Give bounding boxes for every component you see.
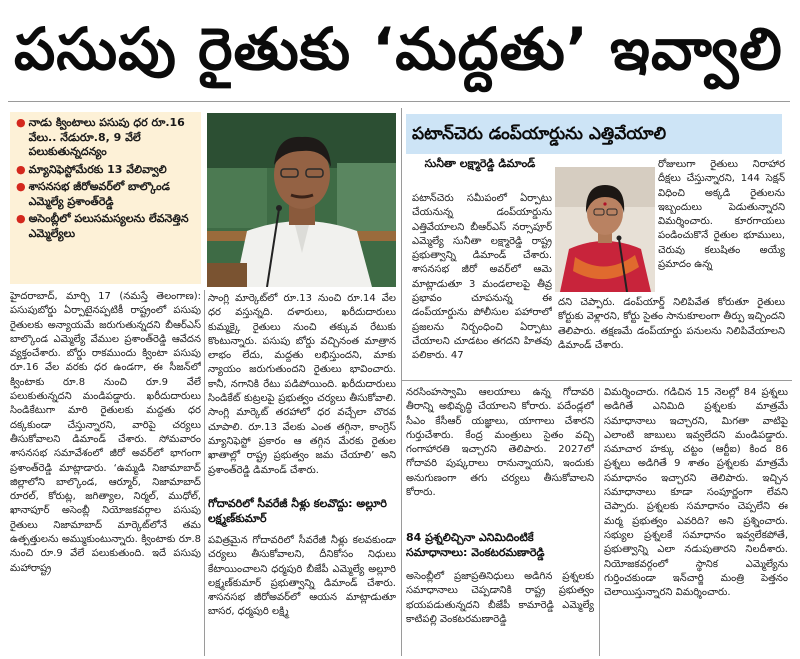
highlight-text: శాసనసభ జీరోఅవర్‌లో బాల్కొండ ఎమ్మెల్యే ప్రశాంత్‌రెడ్డి [28,180,170,208]
bullet-icon: ● [16,180,26,193]
column-2-text-2: పవిత్రమైన గోదావరిలో సీవరేజీ నీళ్లు కలవకుండా చర్యలు తీసుకోవాలని, దీనికోసం నిధులు కేటాయించాలని ధర్మపురి బీజేపీ ఎమ్మెల్యే అల్లూరి లక్ష్మణ్‌కుమార్‌ ప్రభుత్వాన్ని డిమాండ్‌ చేశారు. శాసనసభ జీరోఅవర్‌లో ఆయన మాట్లాడుతూ బాసర, ధర్మపురి లక్ష్మి [208,535,396,618]
column-divider [599,388,600,656]
sidebar-text-left: పటాన్‌చెరు సమీపంలో ఏర్పాటు చేయనున్న డంప్‌యార్డును ఎత్తివేయాలని బీఆర్‌ఎస్‌ నర్సాపూర్‌ ఎమ్మెల్యే సునీతా లక్ష్మారెడ్డి రాష్ట్ర ప్రభుత్వాన్ని డిమాండ్‌ చేశారు. శాసనసభ జీరో అవర్‌లో ఆమె మాట్లాడుతూ 3 మండలాలపై తీవ్ర ప్రభావం చూపనున్న ఈ డంప్‌యార్డును పోలీసుల పహారాలో ప్రజలను నిర్బంధించి ఏర్పాటు చేయాలని చూడటం తగదని హితవు పలికారు. 47 [412,193,552,362]
column-3-text: నరసింహస్వామి ఆలయాలు ఉన్న గోదావరి తీరాన్ని అభివృద్ధి చేయాలని కోరారు. పదేండ్లలో సీఎం కేసీఆర్‌ యజ్ఞాలు, యాగాలు చేశారని గుర్తుచేశారు. కేంద్ర మంత్రులు సైతం వచ్చి గంగాహారతి ఇచ్చారని తెలిపారు. 2027లో గోదావరి పుష్కరాలు రానున్నాయని, ఇందుకు అనుగుణంగా తగు చర్యలు తీసుకోవాలని కోరారు. [406,387,594,499]
sidebar-text-right-bottom: దని చెప్పారు. డంప్‌యార్డ్‌ నిలిపివేత కోరుతూ రైతులు కోర్టుకు వెళ్లారని, కోర్టు సైతం సానుకూలంగా తీర్పు ఇచ్చిందని తెలిపారు. తక్షణమే డంప్‌యార్డు పనులను నిలిపివేయాలని డిమాండ్‌ చేశారు. [558,297,785,351]
highlight-text: అసెంబ్లీలో పలుసమస్యలను లేవనెత్తిన ఎమ్మెల్యేలు [28,212,189,240]
column-3-text-2: అసెంబ్లీలో ప్రజాప్రతినిధులు అడిగిన ప్రశ్నలకు సమాధానాలు చెప్పడానికి రాష్ట్ర ప్రభుత్వం భయపడుతున్నదని బీజేపీ కామారెడ్డి ఎమ్మెల్యే కాటిపల్లి వెంకటరమణారెడ్డి [406,571,594,625]
bullet-icon: ● [16,162,26,176]
mla-photo-illustration [207,113,396,287]
highlight-item [16,163,197,178]
mla-photo [207,113,396,287]
sidebar-text-right-top: రోజులుగా రైతులు నిరాహార దీక్షలు చేస్తున్నారని, 144 సెక్షన్‌ విధించి అక్కడి రైతులను ఇబ్బందులు పెడుతున్నారని విమర్శించారు. కూరగాయలు పండించుకొనే రైతుల భూములు, చెరువు కలుషితం అయ్యే ప్రమాదం ఉన్న [658,159,785,271]
highlight-text: నాడు క్వింటాలు పసుపు ధర రూ.16 వేలు.. నేడురూ.8, 9 వేలే పలుకుతున్నదన్యం [28,116,185,158]
highlight-item [16,116,197,160]
column-3-subhead: 84 ప్రశ్నలిచ్చినా ఎనిమిదింటికే సమాధానాలు: వెంకటరమణారెడ్డి [406,531,545,559]
bullet-icon: ● [16,116,26,129]
column-divider [401,388,402,656]
highlight-text: మ్యానిఫెస్టోమేరకు 13 వేలివ్వాలి [28,162,167,176]
sidebar-byline: సునీతా లక్ష్మారెడ్డి డిమాండ్‌ [424,157,536,170]
highlights-box [10,112,201,284]
column-divider [204,290,205,656]
headline-divider [8,101,790,102]
highlight-item [16,180,197,209]
sidebar-divider [402,380,792,381]
column-1-text: హైదరాబాద్‌, మార్చి 17 (నమస్తే తెలంగాణ): పసుపుబోర్డు ఏర్పాటైనప్పటికీ రాష్ట్రంలో పసుపు రైతులకు అన్యాయమే జరుగుతున్నదని బీఆర్‌ఎస్‌ బాల్కొండ ఎమ్మెల్యే వేముల ప్రశాంత్‌రెడ్డి ఆవేదన వ్యక్తంచేశారు. బోర్డు రాకముందు క్వింటా పసుపు రూ.16 వేల వరకు ధర ఉండగా, ఈ సీజన్‌లో క్వింటాకు రూ.8 నుంచి రూ.9 వేలే పలుకుతున్నదని మండిపడ్డారు. ఖరీదుదారులు సిండికేటుగా మారి రైతులకు మద్దతు ధర దక్కకుండా చేస్తున్నారని, వారిపై చర్యలు తీసుకోవాలని డిమాండ్‌ చేశారు. సోమవారం శాసనసభ సమావేశంలో జీరో అవర్‌లో భాగంగా ప్రశాంత్‌రెడ్డి మాట్లాడారు. ‘ఉమ్మడి నిజామాబాద్‌ జిల్లాలోని బాల్కొండ, ఆర్మూర్‌, నిజామాబాద్‌ రూరల్‌, కోరుట్ల, జగిత్యాల, నిర్మల్‌, ముధోల్‌, ఖానాపూర్‌ అసెంబ్లీ నియోజకవర్గాల పసుపు రైతులు నిజామాబాద్‌ మార్కెట్‌లోనే తమ ఉత్పత్తులను అమ్ముకుంటున్నారు. క్వింటాకు రూ.8 నుంచి రూ.9 వేలే పలుకుతుంది. ఇదే పసుపు మహారాష్ట్ర [10,291,201,574]
column-4-text: విమర్శించారు. గడిచిన 15 నెలల్లో 84 ప్రశ్నలు అడిగితే ఎనిమిది ప్రశ్నలకు మాత్రమే సమాధానాలు ఇచ్చారని, మిగతా వాటిపై ఎలాంటి జాబులు ఇవ్వలేదని మండిపడ్డారు. సమాచార హక్కు చట్టం (ఆర్టీఐ) కింద 86 ప్రశ్నలు అడిగితే 9 శాతం ప్రశ్నలకు మాత్రమే సమాధానం ఇచ్చారని తెలిపారు. ఇచ్చిన సమాధానాలు కూడా సంపూర్ణంగా లేవని చెప్పారు. ప్రశ్నలకు సమాధానం చెప్పలేని ఈ మర్మ ప్రభుత్వం ఎవరిది? అని ప్రశ్నించారు. సభ్యుల ప్రశ్నలకే సమాధానం ఇవ్వలేకపోతే, ప్రభుత్వాన్ని ఎలా నడుపుతారని నిలదీశారు. నియోజకవర్గంలో స్థానిక ఎమ్మెల్యేను గుర్తించకుండా ఇన్‌చార్జి మంత్రి పెత్తనం చెలాయిస్తున్నారని విమర్శించారు. [604,387,788,599]
highlight-item [16,212,197,241]
column-divider [401,108,402,388]
column-2-text: సాంగ్లి మార్కెట్‌లో రూ.13 నుంచి రూ.14 వేల ధర వస్తున్నది. దళారులు, ఖరీదుదారులు కుమ్మక్కై రైతులు నుంచి తక్కువ రేటుకు కొంటున్నారు. పసుపు బోర్డు వచ్చినంత మాత్రాన లాభం లేదు, మద్దతు లభిస్తుందని, మాకు న్యాయం జరుగుతుందని రైతులు భావించారు. కానీ, నగానికి రేటు పడిపోయింది. ఖరీదుదారులు సిండికేట్‌ కుట్రలపై ప్రభుత్వం చర్యలు తీసుకోవాలి. సాంగ్లి మార్కెట్‌ తరహాలో ధర వచ్చేలా చొరవ చూపాలి. రూ.13 వేలకు ఎంత తగ్గినా, కాంగ్రెస్‌ మ్యానిఫెస్టో ప్రకారం ఆ తగ్గిన మేరకు రైతుల ఖాతాల్లో రాష్ట్ర ప్రభుత్వం జమ చేయాలి’ అని ప్రశాంత్‌రెడ్డి డిమాండ్‌ చేశారు. [208,293,396,476]
headline: పసుపు రైతుకు ‘మద్దతు’ ఇవ్వాలి [14,15,783,83]
sidebar-heading: పటాన్‌చెరు డంప్‌యార్డును ఎత్తివేయాలి [406,114,782,154]
mla-woman-illustration [555,167,655,292]
mla-woman-photo [555,167,655,292]
bullet-icon: ● [16,212,26,225]
column-2-subhead: గోదావరిలో సీవరేజీ నీళ్లు కలవొద్దు: అల్లూరి లక్ష్మణ్‌కుమార్‌ [208,497,387,525]
